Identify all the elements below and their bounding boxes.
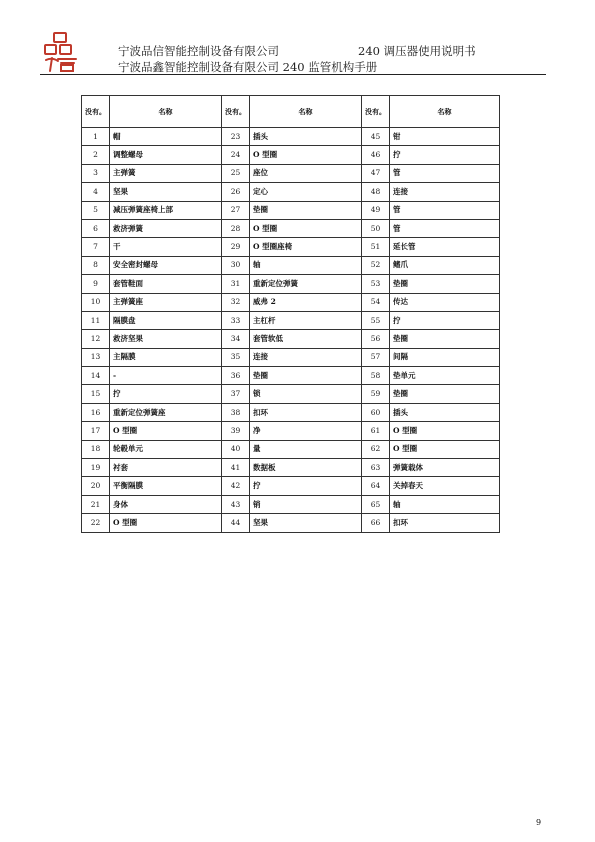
- part-name-cell: O 型圈: [250, 219, 362, 237]
- part-number-cell: 34: [222, 330, 250, 348]
- part-name-cell: 管: [390, 219, 500, 237]
- header-name-1: 名称: [110, 96, 222, 128]
- table-row: [82, 495, 500, 513]
- header-name-3: 名称: [390, 96, 500, 128]
- part-number-cell: 38: [222, 403, 250, 421]
- table-row: [82, 164, 500, 182]
- table-row: [82, 459, 500, 477]
- part-number-cell: 2: [82, 146, 110, 164]
- part-name-cell: O 型圈: [110, 514, 222, 532]
- part-name-cell: 救济坚果: [110, 330, 222, 348]
- part-name-cell: 轴: [390, 495, 500, 513]
- part-number-cell: 42: [222, 477, 250, 495]
- part-name-cell: 垫圈: [250, 367, 362, 385]
- part-name-cell: 垫单元: [390, 367, 500, 385]
- part-name-cell: 延长管: [390, 238, 500, 256]
- part-number-cell: 64: [362, 477, 390, 495]
- part-number-cell: 33: [222, 311, 250, 329]
- table-row: [82, 422, 500, 440]
- part-number-cell: 47: [362, 164, 390, 182]
- part-name-cell: 垫圈: [390, 385, 500, 403]
- part-number-cell: 46: [362, 146, 390, 164]
- table-row: [82, 367, 500, 385]
- part-name-cell: 传达: [390, 293, 500, 311]
- part-name-cell: 坚果: [250, 514, 362, 532]
- part-name-cell: 主杠杆: [250, 311, 362, 329]
- header-no-3: 没有。: [362, 96, 390, 128]
- part-number-cell: 50: [362, 219, 390, 237]
- part-name-cell: 量: [250, 440, 362, 458]
- part-name-cell: -: [110, 367, 222, 385]
- part-name-cell: 间隔: [390, 348, 500, 366]
- part-number-cell: 63: [362, 459, 390, 477]
- part-number-cell: 5: [82, 201, 110, 219]
- part-name-cell: 钳: [390, 128, 500, 146]
- part-number-cell: 53: [362, 275, 390, 293]
- table-row: [82, 311, 500, 329]
- part-number-cell: 3: [82, 164, 110, 182]
- part-number-cell: 51: [362, 238, 390, 256]
- part-name-cell: 插头: [250, 128, 362, 146]
- part-number-cell: 31: [222, 275, 250, 293]
- part-name-cell: 安全密封螺母: [110, 256, 222, 274]
- part-name-cell: 鳍爪: [390, 256, 500, 274]
- part-number-cell: 11: [82, 311, 110, 329]
- part-number-cell: 21: [82, 495, 110, 513]
- part-name-cell: 垫圈: [390, 330, 500, 348]
- part-number-cell: 24: [222, 146, 250, 164]
- table-row: [82, 403, 500, 421]
- part-name-cell: O 型圈: [390, 422, 500, 440]
- part-number-cell: 14: [82, 367, 110, 385]
- part-number-cell: 10: [82, 293, 110, 311]
- part-name-cell: 净: [250, 422, 362, 440]
- part-number-cell: 44: [222, 514, 250, 532]
- header-name-2: 名称: [250, 96, 362, 128]
- part-name-cell: 主隔膜: [110, 348, 222, 366]
- part-name-cell: 轮毂单元: [110, 440, 222, 458]
- table-row: [82, 477, 500, 495]
- table-row: [82, 238, 500, 256]
- part-number-cell: 1: [82, 128, 110, 146]
- table-row: [82, 219, 500, 237]
- table-row: [82, 348, 500, 366]
- part-number-cell: 23: [222, 128, 250, 146]
- part-name-cell: 弹簧载体: [390, 459, 500, 477]
- part-name-cell: O 型圈: [110, 422, 222, 440]
- header-company-line1: 宁波品信智能控制设备有限公司: [118, 44, 279, 58]
- part-name-cell: 管: [390, 201, 500, 219]
- part-name-cell: 垫圈: [250, 201, 362, 219]
- part-name-cell: 连接: [250, 348, 362, 366]
- table-row: [82, 293, 500, 311]
- part-name-cell: 轴: [250, 256, 362, 274]
- part-name-cell: 连接: [390, 183, 500, 201]
- table-body: [82, 128, 500, 533]
- part-number-cell: 22: [82, 514, 110, 532]
- part-number-cell: 9: [82, 275, 110, 293]
- table-header-row: [82, 96, 500, 128]
- part-name-cell: 帽: [110, 128, 222, 146]
- part-number-cell: 48: [362, 183, 390, 201]
- header-company-line2: 宁波品鑫智能控制设备有限公司 240 监管机构手册: [118, 60, 378, 74]
- part-number-cell: 16: [82, 403, 110, 421]
- table-row: [82, 256, 500, 274]
- parts-table: [81, 95, 500, 533]
- part-number-cell: 45: [362, 128, 390, 146]
- table-row: [82, 385, 500, 403]
- header-manual-title: 240 调压器使用说明书: [358, 44, 476, 58]
- part-name-cell: 扣环: [390, 514, 500, 532]
- part-number-cell: 19: [82, 459, 110, 477]
- part-number-cell: 25: [222, 164, 250, 182]
- part-name-cell: O 型圈座椅: [250, 238, 362, 256]
- part-name-cell: 锁: [250, 385, 362, 403]
- part-name-cell: 拧: [110, 385, 222, 403]
- part-number-cell: 56: [362, 330, 390, 348]
- header-no-2: 没有。: [222, 96, 250, 128]
- part-number-cell: 12: [82, 330, 110, 348]
- part-name-cell: 插头: [390, 403, 500, 421]
- part-number-cell: 30: [222, 256, 250, 274]
- part-number-cell: 43: [222, 495, 250, 513]
- part-name-cell: 重新定位弹簧: [250, 275, 362, 293]
- part-name-cell: O 型圈: [250, 146, 362, 164]
- part-number-cell: 66: [362, 514, 390, 532]
- part-name-cell: 数据板: [250, 459, 362, 477]
- part-number-cell: 58: [362, 367, 390, 385]
- part-number-cell: 57: [362, 348, 390, 366]
- part-number-cell: 61: [362, 422, 390, 440]
- table-row: [82, 330, 500, 348]
- company-logo: [40, 30, 84, 74]
- part-number-cell: 52: [362, 256, 390, 274]
- part-name-cell: O 型圈: [390, 440, 500, 458]
- part-name-cell: 减压弹簧座椅上部: [110, 201, 222, 219]
- part-number-cell: 4: [82, 183, 110, 201]
- page-number: 9: [536, 818, 542, 827]
- part-number-cell: 13: [82, 348, 110, 366]
- part-name-cell: 管: [390, 164, 500, 182]
- part-name-cell: 调整螺母: [110, 146, 222, 164]
- part-name-cell: 销: [250, 495, 362, 513]
- part-number-cell: 54: [362, 293, 390, 311]
- table-row: [82, 514, 500, 532]
- part-name-cell: 衬套: [110, 459, 222, 477]
- part-number-cell: 6: [82, 219, 110, 237]
- part-number-cell: 60: [362, 403, 390, 421]
- part-number-cell: 15: [82, 385, 110, 403]
- part-number-cell: 32: [222, 293, 250, 311]
- part-number-cell: 62: [362, 440, 390, 458]
- part-number-cell: 59: [362, 385, 390, 403]
- part-name-cell: 坚果: [110, 183, 222, 201]
- part-number-cell: 7: [82, 238, 110, 256]
- part-name-cell: 扣环: [250, 403, 362, 421]
- part-name-cell: 定心: [250, 183, 362, 201]
- part-name-cell: 主弹簧座: [110, 293, 222, 311]
- part-name-cell: 垫圈: [390, 275, 500, 293]
- part-name-cell: 干: [110, 238, 222, 256]
- part-number-cell: 39: [222, 422, 250, 440]
- part-number-cell: 36: [222, 367, 250, 385]
- part-name-cell: 救济弹簧: [110, 219, 222, 237]
- part-name-cell: 身体: [110, 495, 222, 513]
- part-number-cell: 20: [82, 477, 110, 495]
- part-number-cell: 55: [362, 311, 390, 329]
- part-number-cell: 29: [222, 238, 250, 256]
- part-name-cell: 套管鞋面: [110, 275, 222, 293]
- part-name-cell: 套管软低: [250, 330, 362, 348]
- part-name-cell: 座位: [250, 164, 362, 182]
- part-name-cell: 拧: [390, 146, 500, 164]
- part-number-cell: 27: [222, 201, 250, 219]
- part-number-cell: 17: [82, 422, 110, 440]
- table-row: [82, 146, 500, 164]
- table-row: [82, 440, 500, 458]
- part-number-cell: 18: [82, 440, 110, 458]
- part-number-cell: 40: [222, 440, 250, 458]
- part-number-cell: 37: [222, 385, 250, 403]
- part-name-cell: 平衡隔膜: [110, 477, 222, 495]
- part-number-cell: 49: [362, 201, 390, 219]
- part-name-cell: 主弹簧: [110, 164, 222, 182]
- part-name-cell: 拧: [250, 477, 362, 495]
- table-row: [82, 201, 500, 219]
- part-number-cell: 8: [82, 256, 110, 274]
- part-number-cell: 41: [222, 459, 250, 477]
- part-number-cell: 26: [222, 183, 250, 201]
- part-name-cell: 威弗 2: [250, 293, 362, 311]
- part-name-cell: 关掉春天: [390, 477, 500, 495]
- part-name-cell: 重新定位弹簧座: [110, 403, 222, 421]
- part-name-cell: 隔膜盘: [110, 311, 222, 329]
- part-number-cell: 35: [222, 348, 250, 366]
- part-name-cell: 拧: [390, 311, 500, 329]
- table-row: [82, 275, 500, 293]
- part-number-cell: 65: [362, 495, 390, 513]
- table-row: [82, 128, 500, 146]
- part-number-cell: 28: [222, 219, 250, 237]
- header-no-1: 没有。: [82, 96, 110, 128]
- table-row: [82, 183, 500, 201]
- header-rule: [40, 74, 546, 75]
